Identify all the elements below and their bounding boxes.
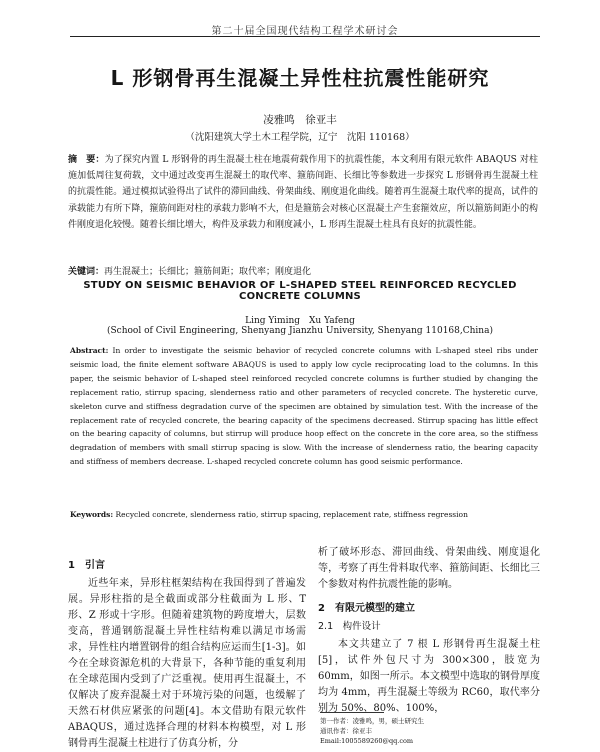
affiliation-en: (School of Civil Engineering, Shenyang Jianzhu University, Shenyang 110168,China) xyxy=(107,326,493,336)
authors-zh: 凌雅鸣 徐亚丰 xyxy=(263,114,337,126)
footnote xyxy=(320,716,540,746)
section-1-heading: 1 引言 xyxy=(68,560,105,571)
paper-title-en: STUDY ON SEISMIC BEHAVIOR OF L-SHAPED STEEL REINFORCED RECYCLED CONCRETE COLUMNS xyxy=(83,280,517,302)
footnote-first-author: 第一作者：凌雅鸣，男，硕士研究生 xyxy=(320,717,424,725)
keywords-en-text: Recycled concrete, slenderness ratio, stirrup spacing, replacement rate, stiffness regression xyxy=(115,510,468,519)
keywords-zh xyxy=(68,264,538,277)
authors-en: Ling Yiming Xu Yafeng xyxy=(245,316,355,326)
section-1-continued: 析了破坏形态、滞回曲线、骨架曲线、刚度退化等，考察了再生骨料取代率、箍筋间距、长细比三个参数对构件抗震性能的影响。 xyxy=(318,547,540,590)
header-rule xyxy=(70,36,540,37)
abstract-en-text: In order to investigate the seismic behavior of recycled concrete columns with L-shaped steel ribs under seismic load, the finite element software ABAQUS is used to apply low cycle reciprocating load to the columns. In this paper, the seismic behavior of L-shaped steel reinforced recycled concrete columns is further studied by changing the replacement ratio, stirrup spacing, slenderness ratio and other parameters of recycled concrete. The hysteretic curve, skeleton curve and stiffness degradation curve of the specimen are obtained by simulation test. With the increase of the replacement rate of recycled concrete, the bearing capacity of the specimens decreased. Stirrup spacing has little effect on the bearing capacity of columns, but stirrup will produce hoop effect on the concrete in the core area, so the stiffness degradation of members with small stirrup spacing is slow. With the increase of slenderness ratio, the bearing capacity and stiffness of members decrease. L-shaped recycled concrete column has good seismic performance. xyxy=(70,346,538,467)
footnote-email: Email:1005589260@qq.com xyxy=(320,737,414,745)
keywords-zh-text: 再生混凝土；长细比；箍筋间距；取代率；刚度退化 xyxy=(104,267,312,277)
footnote-corresponding-author: 通讯作者：徐亚丰 xyxy=(320,727,372,735)
running-header: 第二十届全国现代结构工程学术研讨会 xyxy=(211,26,399,37)
keywords-zh-label: 关键词： xyxy=(68,267,105,277)
section-1-text: 近些年来，异形柱框架结构在我国得到了普遍发展。异形柱指的是全截面或部分柱截面为 L 形、T 形、Z 形或十字形。但随着建筑物的跨度增大，层数变高，普通钢筋混凝土异性柱结构难以满足市场需求，异性柱内增置钢骨的组合结构应运而生[1-3]。如今在全球资源危机的大背景下，各种节能的重复利用在全球范围内受到了广泛重视。使用再生混凝土，不仅解决了废弃混凝土对于环境污染的问题，也缓解了天然石材供应紧张的问题[4]。本文借助有限元软件 ABAQUS，通过选择合理的材料本构模型，对 L 形钢骨再生混凝土柱进行了仿真分析，分 xyxy=(68,578,306,749)
keywords-en-label: Keywords: xyxy=(70,510,114,519)
footnote-rule xyxy=(320,712,384,713)
abstract-zh-label: 摘 要： xyxy=(68,155,105,165)
abstract-en-label: Abstract: xyxy=(70,346,109,355)
body-right-column xyxy=(318,545,540,717)
affiliation-zh: （沈阳建筑大学土木工程学院，辽宁 沈阳 110168） xyxy=(185,132,415,143)
section-2-1-heading: 2.1 构件设计 xyxy=(318,621,381,632)
abstract-en xyxy=(70,344,538,469)
section-2-heading: 2 有限元模型的建立 xyxy=(318,603,415,614)
paper-title-zh: L 形钢骨再生混凝土异性柱抗震性能研究 xyxy=(110,66,490,90)
keywords-en xyxy=(70,510,538,519)
abstract-zh-text: 为了探究内置 L 形钢骨的再生混凝土柱在地震荷载作用下的抗震性能，本文利用有限元软件 ABAQUS 对柱施加低周往复荷载，文中通过改变再生混凝土的取代率、箍筋间距、长细比等参数进一步探究 L 形钢骨再生混凝土柱的抗震性能。通过模拟试验得出了试件的滞回曲线、骨架曲线、刚度退化曲线。随着再生混凝土取代率的提高，试件的承载能力有所下降，箍筋间距对柱的承载力影响不大，但是箍筋会对核心区混凝土产生套箍效应，所以箍筋间距小的构件刚度退化较慢。随着长细比增大，构件及承载力和刚度减小，L 形再生混凝土柱具有良好的抗震性能。 xyxy=(68,155,538,230)
section-2-1-text: 本文共建立了 7 根 L 形钢骨再生混凝土柱[5]，试件外包尺寸为 300×300，肢宽为 60mm，如图一所示。本文模型中选取的钢骨厚度均为 4mm，再生混凝土等级为 RC60，取代率分别为 50%、80%、100%， xyxy=(318,639,540,714)
body-left-column xyxy=(68,556,306,752)
abstract-zh xyxy=(68,152,538,233)
